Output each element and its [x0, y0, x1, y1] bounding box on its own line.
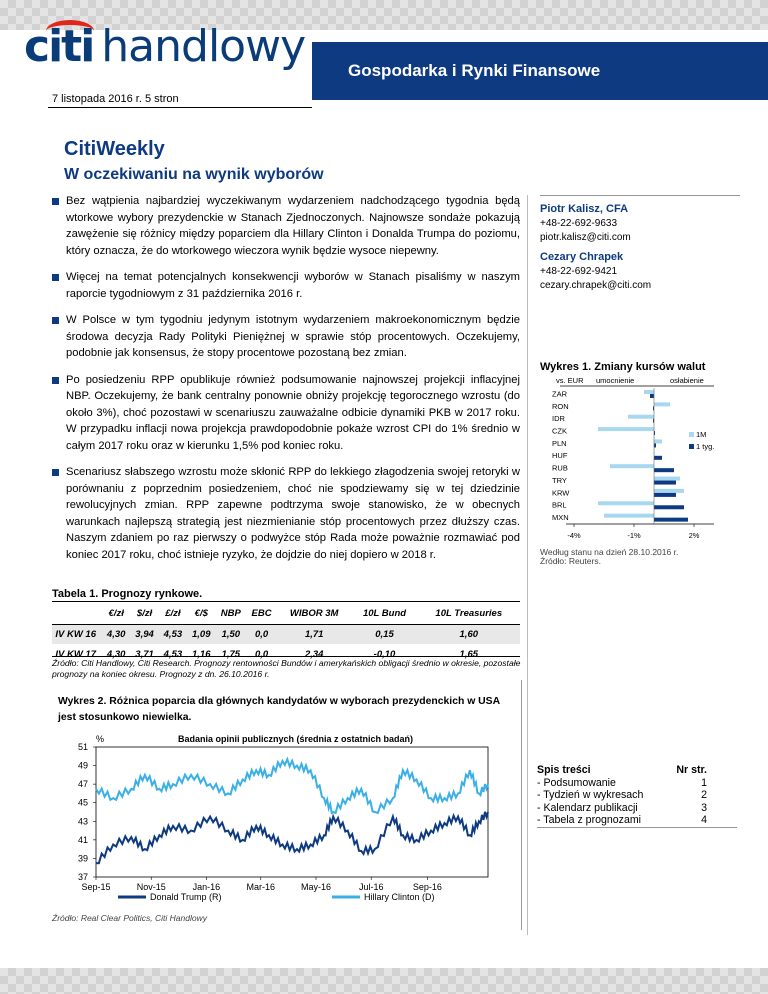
table-header-cell: €/zł	[108, 608, 124, 620]
table-cell: 1,65	[459, 648, 479, 660]
fx-category-label: TRY	[552, 475, 567, 485]
logo-citi-text: citi	[24, 21, 94, 72]
toc-header	[537, 764, 707, 777]
table-row	[52, 624, 520, 644]
table-row-label: IV KW 17	[55, 648, 96, 660]
fx-change-chart	[536, 374, 736, 549]
poll-plot-area	[96, 747, 488, 877]
bullet-item: Po posiedzeniu RPP opublikuje również podsumowanie najnowszej projekcji inflacyjnej NBP. Oczekujemy, że bank centralny ponownie obniży projekcję tegorocznego wzrostu (do około 3%), choć pozostawi w scenariuszu zauważalne odbicie dynamiki PKB w 2017 roku. W przypadku inflacji nowa projekcja prawdopodobnie pokaże wzrost CPI do 1% średnio w całym 2017 roku oraz w kierunku 1,5% pod koniec roku.	[52, 372, 520, 455]
fx-x-tick-label: -1%	[627, 531, 641, 540]
toc-title: Spis treści	[537, 764, 591, 776]
toc-item-label: - Tabela z prognozami	[537, 814, 642, 826]
fx-bar	[644, 390, 654, 394]
poll-x-tick-label: Mar-16	[246, 882, 276, 892]
poll-y-tick-label: 45	[77, 797, 88, 808]
table-cell: 3,71	[135, 648, 154, 660]
table-cell: 4,53	[163, 628, 183, 640]
fx-depreciation-label: osłabienie	[670, 376, 704, 385]
publication-title: CitiWeekly	[64, 138, 165, 160]
table-cell: 4,30	[106, 648, 126, 660]
poll-x-tick-label: May-16	[300, 882, 331, 892]
toc-rule	[537, 827, 737, 828]
table-cell: 0,15	[375, 628, 394, 640]
fx-category-label: ZAR	[552, 389, 567, 399]
bottom-border-pattern	[0, 968, 768, 994]
summary-bullets	[52, 193, 520, 573]
fx-legend-label: 1M	[696, 430, 707, 439]
table-row-label: IV KW 16	[55, 628, 96, 640]
fx-bar	[598, 501, 654, 505]
fx-appreciation-label: umocnienie	[596, 376, 635, 385]
fx-x-tick-label: 2%	[688, 531, 700, 540]
poll-x-tick-label: Jan-16	[192, 882, 221, 892]
table-header-cell: 10L Treasuries	[435, 608, 503, 620]
fx-bar	[628, 415, 654, 419]
fx-category-label: BRL	[552, 500, 567, 510]
fx-bar	[654, 505, 684, 509]
author-email[interactable]: piotr.kalisz@citi.com	[540, 232, 631, 243]
poll-series-line	[96, 759, 488, 813]
bullet-item: Więcej na temat potencjalnych konsekwencji wyborów w Stanach pisaliśmy w naszym raporcie tygodniowym z 31 października 2016 r.	[52, 269, 520, 302]
poll-chart	[70, 727, 510, 922]
table-header-cell: $/zł	[136, 608, 153, 620]
poll-series-line	[96, 812, 488, 863]
poll-y-tick-label: 39	[77, 853, 88, 864]
fx-category-label: KRW	[552, 488, 570, 498]
fx-bar	[598, 427, 654, 431]
table-cell: 0,0	[254, 648, 269, 660]
toc-item-page: 2	[701, 789, 707, 801]
fx-legend-label: 1 tyg.	[696, 442, 715, 451]
bullet-item: Scenariusz słabszego wzrostu może skłonić RPP do lekkiego złagodzenia swojej retoryki w porównaniu z poprzednim posiedzeniem, choć nie spodziewamy się w tej dziedzinie rewolucyjnych zmian. RPP zapewne podtrzyma swoje stanowisko, że w obecnych warunkach najlepszą strategią jest niezmienianie stóp procentowych przez dłuższy czas. Naszym zdaniem po raz pierwszy o podwyżce stóp Rada może poważnie rozmawiać pod koniec 2017 roku, choć istnieje ryzyko, że dojdzie do niej dopiero w 2018 r.	[52, 464, 520, 563]
toc-item[interactable]	[537, 802, 707, 815]
fx-bar	[654, 402, 670, 406]
fx-bar	[654, 468, 674, 472]
bullet-item: Bez wątpienia najbardziej wyczekiwanym wydarzeniem nadchodzącego tygodnia będą wtorkowe wybory prezydenckie w Stanach Zjednoczonych. Najnowsze sondaże pokazują zawężenie się różnicy między poparciem dla Hillary Clinton i Donalda Trumpa do poziomu, który oznacza, że do wtorkowego wieczora wynik będzie wysoce niepewny.	[52, 193, 520, 259]
fx-bar	[604, 514, 654, 518]
toc-item-label: - Podsumowanie	[537, 776, 616, 789]
table-header-cell: €/$	[194, 608, 208, 620]
fx-bar	[654, 439, 662, 443]
fx-legend-swatch	[689, 444, 694, 449]
table-header-row	[52, 604, 520, 624]
fx-category-label: PLN	[552, 438, 567, 448]
figure2-source: Źródło: Real Clear Politics, Citi Handlowy	[52, 913, 207, 923]
table-cell: -0,10	[373, 648, 396, 660]
toc-item-label: - Kalendarz publikacji	[537, 801, 638, 814]
figure1-title: Wykres 1. Zmiany kursów walut	[540, 361, 706, 373]
poll-y-tick-label: 43	[77, 816, 88, 827]
fx-x-tick-label: -4%	[567, 531, 581, 540]
column-divider	[527, 195, 528, 935]
fx-vs-eur-label: vs. EUR	[556, 376, 584, 385]
poll-y-tick-label: 47	[77, 779, 88, 790]
fx-bar	[654, 477, 680, 481]
author-card	[540, 203, 740, 243]
fx-category-label: IDR	[552, 414, 565, 424]
forecast-table	[52, 604, 520, 664]
table-header-cell: 10L Bund	[362, 608, 407, 620]
fx-category-label: MXN	[552, 513, 569, 523]
poll-y-tick-label: 41	[77, 834, 88, 845]
poll-x-tick-label: Nov-15	[136, 882, 166, 892]
fx-category-label: HUF	[552, 451, 568, 461]
table1-title: Tabela 1. Prognozy rynkowe.	[52, 588, 203, 600]
author-phone: +48-22-692-9421	[540, 266, 618, 277]
toc-item[interactable]	[537, 789, 707, 802]
table-header-cell: EBC	[251, 608, 272, 620]
poll-legend-label: Hillary Clinton (D)	[364, 892, 435, 902]
header-band	[312, 42, 768, 100]
author-email[interactable]: cezary.chrapek@citi.com	[540, 280, 652, 291]
figure1-source: Źródło: Reuters.	[540, 556, 601, 566]
table-cell: 1,71	[304, 628, 324, 640]
table-cell: 1,50	[221, 628, 241, 640]
toc-item-page: 1	[701, 776, 707, 789]
table-cell: 2,34	[304, 648, 324, 660]
poll-y-tick-label: 49	[77, 760, 88, 771]
table-of-contents	[537, 764, 707, 827]
table-cell: 1,16	[192, 648, 211, 660]
author-name: Piotr Kalisz, CFA	[540, 203, 629, 215]
logo-citi	[24, 22, 93, 72]
author-card	[540, 251, 740, 291]
table-header-cell: NBP	[220, 608, 241, 620]
table-top-rule	[52, 601, 520, 602]
table-cell: 1,75	[221, 648, 241, 660]
toc-item-page: 4	[701, 814, 707, 826]
citi-handlowy-logo	[24, 22, 305, 72]
bullet-item: W Polsce w tym tygodniu jedynym istotnym wydarzeniem makroekonomicznym będzie środowa decyzja Rady Polityki Pieniężnej w sprawie stóp procentowych. Oczekujemy, podobnie jak konsensus, że stopy procentowe pozostaną bez zmian.	[52, 312, 520, 362]
table-corner-cell	[52, 604, 102, 624]
fx-bar	[610, 464, 654, 468]
publication-subtitle: W oczekiwaniu na wynik wyborów	[64, 166, 324, 183]
toc-item-label: - Tydzień w wykresach	[537, 789, 644, 801]
fx-bar	[654, 481, 676, 485]
logo-handlowy-text: handlowy	[101, 21, 306, 72]
fx-bar	[650, 394, 654, 398]
figure1-source-date: Według stanu na dzień 28.10.2016 r.	[540, 547, 679, 557]
table1-source: Źródło: Citi Handlowy, Citi Research. Prognozy rentowności Bundów i amerykańskich obligacji średnio w okresie, pozostałe prognozy na koniec okresu. Prognozy z dn. 26.10.2016 r.	[52, 658, 521, 679]
figure2-title: Wykres 2. Różnica poparcia dla głównych kandydatów w wyborach prezydenckich w USA jest stosunkowo niewielka.	[58, 696, 500, 723]
poll-y-axis-label: %	[96, 734, 105, 744]
poll-x-tick-label: Sep-16	[412, 882, 442, 892]
toc-page-header: Nr str.	[676, 764, 707, 776]
poll-y-tick-label: 51	[77, 742, 88, 752]
toc-item[interactable]	[537, 777, 707, 790]
table-cell: 1,60	[459, 628, 479, 640]
author-name: Cezary Chrapek	[540, 251, 624, 263]
table-cell: 0,0	[254, 628, 269, 640]
toc-item-page: 3	[701, 801, 707, 814]
poll-x-tick-label: Jul-16	[358, 882, 384, 892]
fx-category-label: CZK	[552, 426, 567, 436]
fx-bar	[654, 518, 688, 522]
table-header-cell: £/zł	[165, 608, 181, 620]
fx-category-label: RUB	[552, 463, 568, 473]
poll-x-tick-label: Sep-15	[81, 882, 111, 892]
poll-chart-title: Badania opinii publicznych (średnia z ostatnich badań)	[178, 734, 414, 744]
table-cell: 4,30	[106, 628, 126, 640]
date-line: 7 listopada 2016 r. 5 stron	[52, 93, 179, 105]
poll-y-tick-label: 37	[77, 872, 88, 882]
date-bar	[48, 82, 312, 108]
author-separator	[540, 195, 740, 196]
fx-legend-swatch	[689, 432, 694, 437]
logo-arc-icon	[46, 20, 94, 42]
table-bottom-rule	[52, 656, 520, 657]
table-header-cell: WIBOR 3M	[289, 608, 339, 620]
author-phone: +48-22-692-9633	[540, 218, 618, 229]
fx-category-label: RON	[552, 401, 569, 411]
fx-bar	[654, 493, 676, 497]
table-cell: 4,53	[163, 648, 183, 660]
table-cell: 1,09	[192, 628, 211, 640]
fx-bar	[654, 456, 662, 460]
header-band-title: Gospodarka i Rynki Finansowe	[348, 61, 601, 80]
toc-item[interactable]	[537, 814, 707, 827]
poll-legend-label: Donald Trump (R)	[150, 892, 222, 902]
table-cell: 3,94	[135, 628, 154, 640]
fx-bar	[654, 489, 684, 493]
